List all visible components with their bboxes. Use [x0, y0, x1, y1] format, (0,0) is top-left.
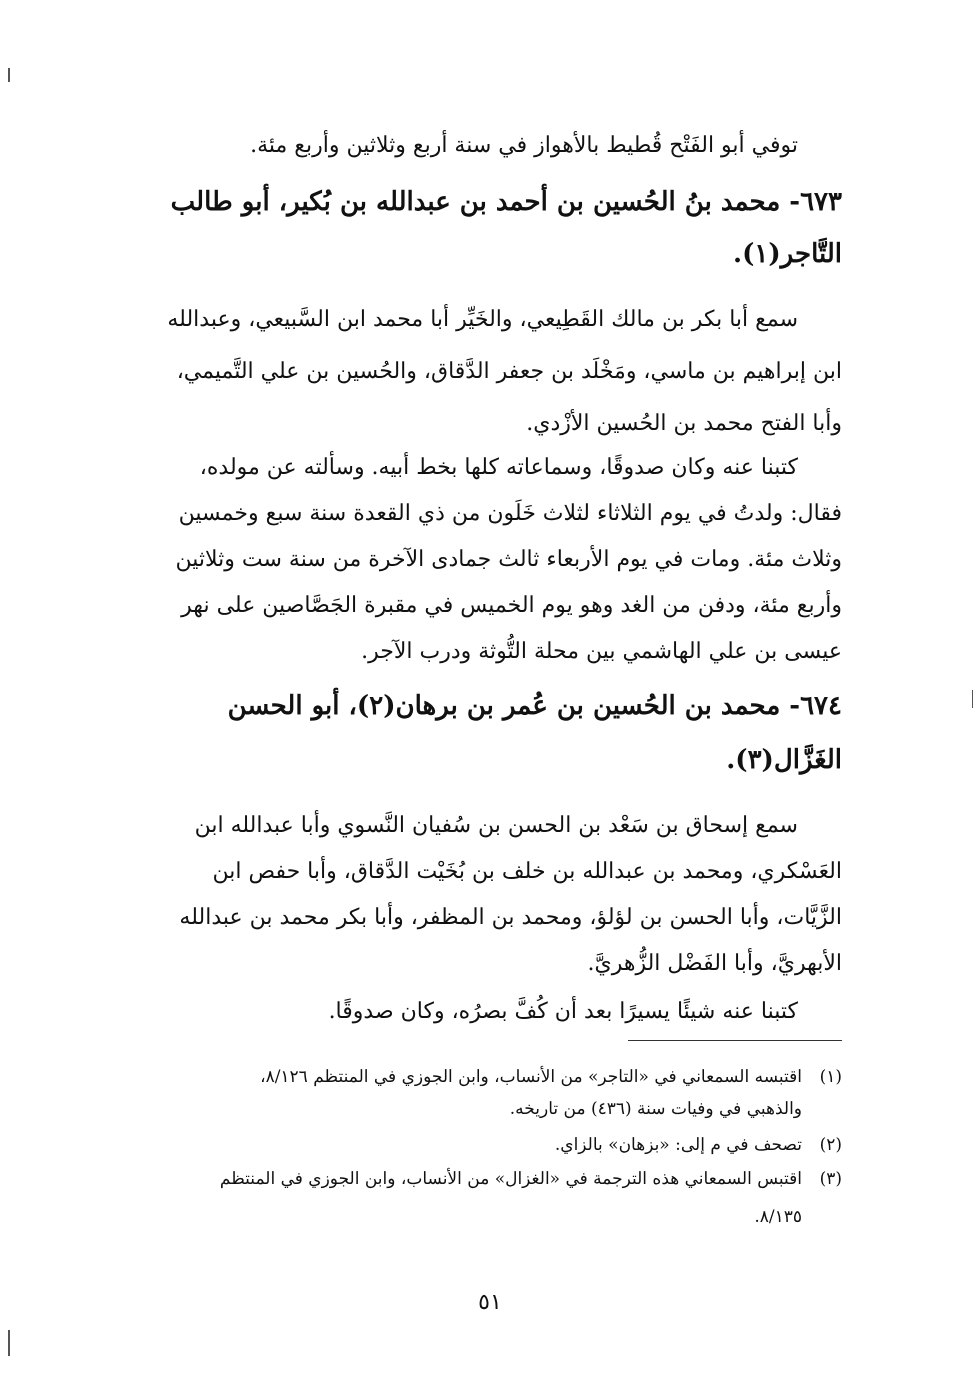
footnote-text: ٨/١٣٥.: [754, 1207, 802, 1227]
entry-heading-674-cont: الغَزَّال(٣).: [726, 745, 842, 775]
entry-heading-673: ٦٧٣- محمد بنُ الحُسين بن أحمد بن عبدالله بن بُكير، أبو طالب: [170, 187, 842, 217]
text-line: سمع أبا بكر بن مالك القَطِيعي، والخَيِّر أبا محمد ابن السَّبيعي، وعبدالله: [167, 307, 798, 332]
entry-heading-674: ٦٧٤- محمد بن الحُسين بن عُمر بن برهان(٢)، أبو الحسن: [227, 691, 842, 721]
text-line: كتبنا عنه شيئًا يسيرًا بعد أن كُفَّ بصرُه، وكان صدوقًا.: [328, 999, 798, 1024]
footnote-number: (٢): [819, 1135, 842, 1155]
footnote-1-cont: [118, 1094, 842, 1126]
footnote-2: [118, 1130, 842, 1162]
text-line: وثلاث مئة. ومات في يوم الأربعاء ثالث جمادى الآخرة من سنة ست وثلاثين: [175, 547, 842, 572]
text-line: سمع إسحاق بن سَعْد بن الحسن بن سُفيان النَّسوي وأبا عبدالله ابن: [194, 813, 798, 838]
scan-edge-mark-bottom: [8, 1330, 10, 1356]
entry-heading-673-cont: التَّاجر(١).: [733, 239, 842, 269]
text-line: وأبا الفتح محمد بن الحُسين الأزْدي.: [526, 411, 842, 436]
footnote-number: (٣): [819, 1169, 842, 1189]
text-line: الزَّيَّات، وأبا الحسن بن لؤلؤ، ومحمد بن المظفر، وأبا بكر محمد بن عبدالله: [179, 905, 842, 930]
footnote-3: [118, 1164, 842, 1196]
text-line: فقال: ولدتُ في يوم الثلاثاء لثلاث خَلَون من ذي القعدة سنة سبع وخمسين: [178, 501, 842, 526]
text-line: عيسى بن علي الهاشمي بين محلة التُّوثة ودرب الآجر.: [361, 639, 842, 664]
text-line: ابن إبراهيم بن ماسي، ومَخْلَد بن جعفر الدَّقاق، والحُسين بن علي التَّميمي،: [176, 359, 842, 384]
footnote-number: (١): [819, 1067, 842, 1087]
footnote-3-cont: [118, 1202, 842, 1234]
text-line: وأربع مئة، ودفن من الغد وهو يوم الخميس في مقبرة الجَصَّاصين على نهر: [181, 593, 842, 618]
text-line: العَسْكري، ومحمد بن عبدالله بن خلف بن بُخَيْت الدَّقاق، وأبا حفص ابن: [212, 859, 842, 884]
page-number: ٥١: [478, 1290, 502, 1315]
footnote-text: اقتبس السمعاني هذه الترجمة في «الغزال» من الأنساب، وابن الجوزي في المنتظم: [219, 1169, 802, 1189]
footnote-1: [118, 1062, 842, 1094]
footnote-text: تصحف في م إلى: «بزهان» بالزاي.: [554, 1135, 802, 1155]
text-line: الأبهريَّ، وأبا الفَضْل الزُّهريَّ.: [587, 951, 842, 976]
footnote-text: اقتبسه السمعاني في «التاجر» من الأنساب، وابن الجوزي في المنتظم ٨/١٢٦،: [260, 1067, 802, 1087]
scan-edge-mark-right: [972, 690, 973, 708]
text-line: توفي أبو الفَتْح قُطيط بالأهواز في سنة أربع وثلاثين وأربع مئة.: [250, 133, 798, 158]
footnote-separator: [628, 1040, 842, 1041]
scan-edge-mark-top: [8, 68, 10, 82]
footnote-text: والذهبي في وفيات سنة (٤٣٦) من تاريخه.: [509, 1099, 802, 1119]
text-line: كتبنا عنه وكان صدوقًا، وسماعاته كلها بخط أبيه. وسألته عن مولده،: [199, 455, 798, 480]
